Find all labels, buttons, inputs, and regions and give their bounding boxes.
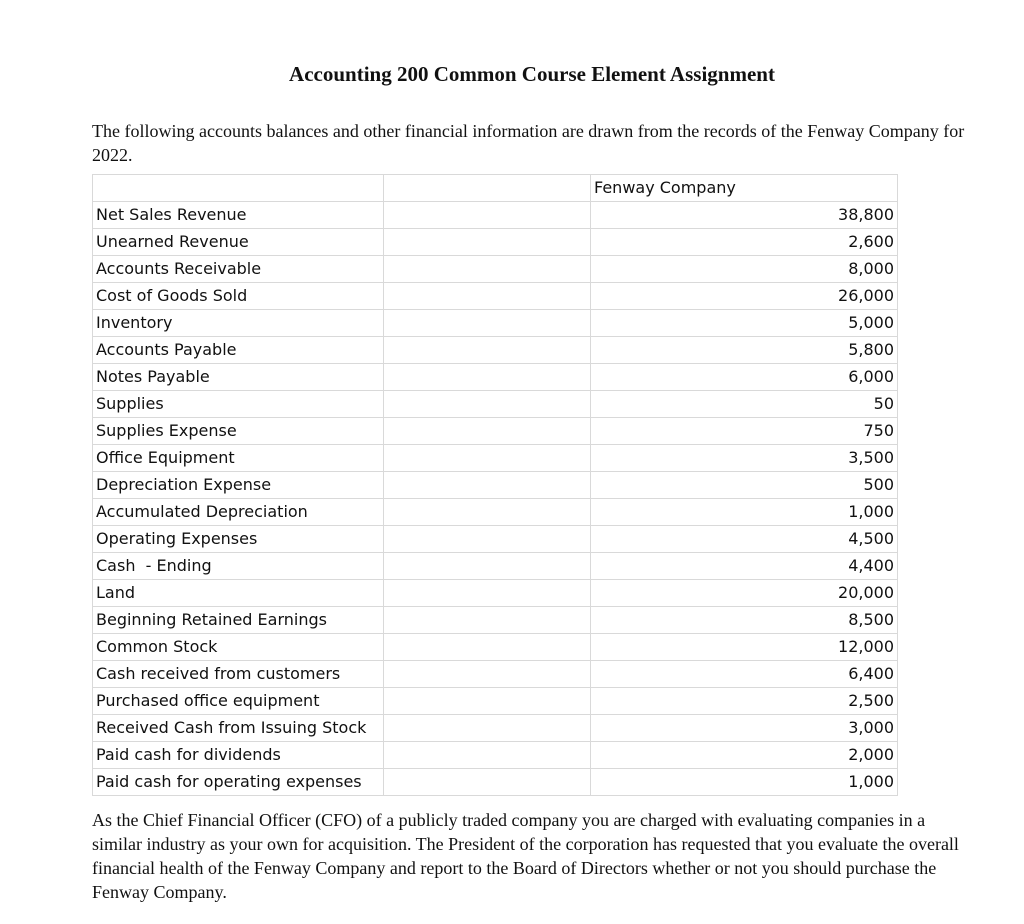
account-value: 6,400 [591, 661, 898, 688]
empty-cell [384, 418, 591, 445]
account-value: 4,500 [591, 526, 898, 553]
account-label: Unearned Revenue [93, 229, 384, 256]
table-row [93, 688, 898, 715]
table-row [93, 769, 898, 796]
account-label: Notes Payable [93, 364, 384, 391]
empty-cell [384, 310, 591, 337]
account-label: Common Stock [93, 634, 384, 661]
empty-cell [384, 445, 591, 472]
account-value: 1,000 [591, 769, 898, 796]
table-row [93, 337, 898, 364]
account-value: 3,500 [591, 445, 898, 472]
table-row [93, 553, 898, 580]
empty-cell [384, 337, 591, 364]
account-value: 12,000 [591, 634, 898, 661]
document-title: Accounting 200 Common Course Element Assignment [289, 62, 775, 86]
account-label: Purchased office equipment [93, 688, 384, 715]
account-value: 4,400 [591, 553, 898, 580]
table-row [93, 283, 898, 310]
company-header: Fenway Company [591, 175, 898, 202]
account-value: 5,000 [591, 310, 898, 337]
table-row [93, 607, 898, 634]
table-row [93, 472, 898, 499]
account-label: Beginning Retained Earnings [93, 607, 384, 634]
account-value: 2,600 [591, 229, 898, 256]
account-label: Accumulated Depreciation [93, 499, 384, 526]
empty-cell [384, 364, 591, 391]
empty-cell [384, 553, 591, 580]
account-value: 8,000 [591, 256, 898, 283]
empty-cell [384, 634, 591, 661]
table-row [93, 526, 898, 553]
table-row [93, 634, 898, 661]
account-label: Cost of Goods Sold [93, 283, 384, 310]
table-row [93, 580, 898, 607]
table-row [93, 229, 898, 256]
table-row [93, 661, 898, 688]
table-row [93, 256, 898, 283]
table-row [93, 742, 898, 769]
empty-cell [384, 661, 591, 688]
account-label: Supplies [93, 391, 384, 418]
empty-cell [384, 769, 591, 796]
account-label: Supplies Expense [93, 418, 384, 445]
account-value: 2,000 [591, 742, 898, 769]
empty-cell [384, 256, 591, 283]
account-label: Land [93, 580, 384, 607]
account-value: 38,800 [591, 202, 898, 229]
empty-cell [384, 688, 591, 715]
accounts-table [92, 174, 898, 796]
account-value: 500 [591, 472, 898, 499]
account-label: Paid cash for operating expenses [93, 769, 384, 796]
empty-cell [384, 607, 591, 634]
outro-paragraph: As the Chief Financial Officer (CFO) of a publicly traded company you are charged with evaluating companies in a similar industry as your own for acquisition. The President of the corporation has requested that you evaluate the overall financial health of the Fenway Company and report to the Board of Directors whether or not you should purchase the Fenway Company. [92, 810, 959, 902]
table-row [93, 310, 898, 337]
table-row [93, 715, 898, 742]
table-row [93, 364, 898, 391]
account-value: 750 [591, 418, 898, 445]
account-value: 6,000 [591, 364, 898, 391]
empty-cell [384, 526, 591, 553]
account-label: Operating Expenses [93, 526, 384, 553]
table-row [93, 445, 898, 472]
header-empty-cell [93, 175, 384, 202]
account-label: Cash - Ending [93, 553, 384, 580]
account-label: Depreciation Expense [93, 472, 384, 499]
account-label: Net Sales Revenue [93, 202, 384, 229]
empty-cell [384, 742, 591, 769]
account-label: Received Cash from Issuing Stock [93, 715, 384, 742]
account-value: 8,500 [591, 607, 898, 634]
account-label: Office Equipment [93, 445, 384, 472]
header-empty-cell [384, 175, 591, 202]
empty-cell [384, 391, 591, 418]
account-value: 50 [591, 391, 898, 418]
empty-cell [384, 229, 591, 256]
table-row [93, 202, 898, 229]
account-value: 2,500 [591, 688, 898, 715]
empty-cell [384, 202, 591, 229]
account-label: Inventory [93, 310, 384, 337]
intro-paragraph: The following accounts balances and other financial information are drawn from the records of the Fenway Company for 2022. [92, 121, 965, 165]
empty-cell [384, 715, 591, 742]
table-row [93, 391, 898, 418]
account-value: 1,000 [591, 499, 898, 526]
account-value: 20,000 [591, 580, 898, 607]
empty-cell [384, 283, 591, 310]
account-value: 5,800 [591, 337, 898, 364]
accounts-table-body [93, 175, 898, 796]
empty-cell [384, 580, 591, 607]
table-header-row [93, 175, 898, 202]
account-value: 26,000 [591, 283, 898, 310]
account-label: Cash received from customers [93, 661, 384, 688]
account-label: Paid cash for dividends [93, 742, 384, 769]
empty-cell [384, 472, 591, 499]
account-label: Accounts Payable [93, 337, 384, 364]
empty-cell [384, 499, 591, 526]
table-row [93, 418, 898, 445]
account-label: Accounts Receivable [93, 256, 384, 283]
account-value: 3,000 [591, 715, 898, 742]
table-row [93, 499, 898, 526]
